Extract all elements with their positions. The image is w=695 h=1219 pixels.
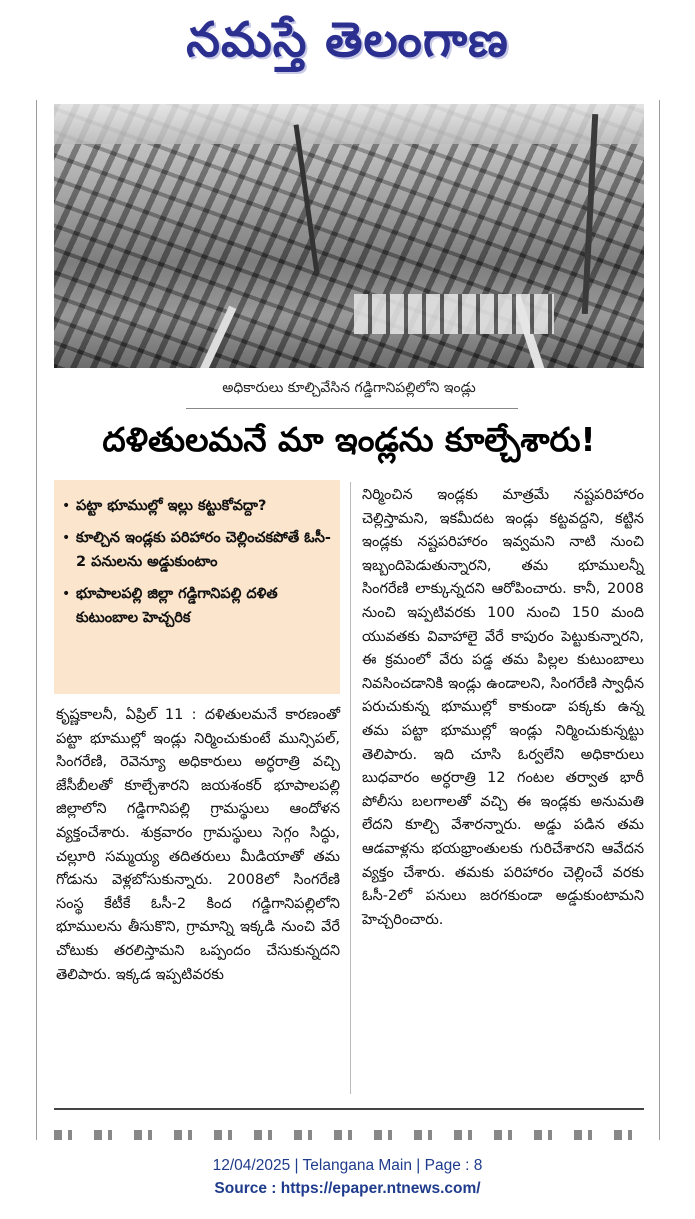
article-headline: దళితులమనే మా ఇండ్లను కూల్చేశారు! xyxy=(102,419,596,459)
photo-rubble xyxy=(354,294,554,334)
highlight-item xyxy=(62,526,334,574)
highlight-text: పట్టా భూముల్లో ఇల్లు కట్టుకోవద్దా? xyxy=(76,498,267,514)
highlight-item xyxy=(62,494,334,518)
bullet-icon: • xyxy=(62,498,71,514)
page-border-left xyxy=(36,100,37,1140)
highlight-item xyxy=(62,582,334,630)
highlight-text: భూపాలపల్లి జిల్లా గడ్డిగానిపల్లి దళిత కుటుంబాల హెచ్చరిక xyxy=(76,586,278,626)
photo-sky xyxy=(54,104,644,144)
footer-date-page: 12/04/2025 | Telangana Main | Page : 8 xyxy=(212,1157,483,1174)
photo-log xyxy=(200,306,237,368)
next-article-cutoff xyxy=(54,1130,644,1140)
footer-source: Source : https://epaper.ntnews.com/ xyxy=(214,1180,481,1197)
article-bottom-rule xyxy=(54,1108,644,1110)
photo-caption: అధికారులు కూల్చివేసిన గడ్డిగానిపల్లిలోని ఇండ్లు xyxy=(222,379,476,396)
bullet-icon: • xyxy=(62,530,71,546)
column-divider xyxy=(350,482,351,1094)
article-body-left: కృష్ణకాలనీ, ఏప్రిల్ 11 : దళితులమనే కారణంతో పట్టా భూముల్లో ఇండ్లు నిర్మించుకుంటే మున్సిపల్, సింగరేణి, రెవెన్యూ అధికారులు అర్ధరాత్రి వచ్చి జేసీబీలతో కూల్చేశారని జయశంకర్ భూపాలపల్లి జిల్లాలోని గడ్డిగానిపల్లి గ్రామస్థులు ఆందోళన వ్యక్తంచేశారు. శుక్రవారం గ్రామస్థులు సెగ్గం సిద్ధు, చల్లూరి సమ్మయ్య తదితరులు మీడియాతో తమ గోడును వెళ్లబోసుకున్నారు. 2008లో సింగరేణి సంస్థ కేటీకే ఓసీ-2 కింద గడ్డిగానిపల్లిలోని భూములను తీసుకొని, గ్రామాన్ని ఇక్కడి నుంచి వేరే చోటుకు తరలిస్తామని ఒప్పందం చేసుకున్నదని తెలిపారు. ఇక్కడ ఇప్పటివరకు xyxy=(56,707,340,983)
photo-pole xyxy=(294,124,320,273)
bullet-icon: • xyxy=(62,586,71,602)
newspaper-logo: నమస్తే తెలంగాణ xyxy=(186,12,509,68)
news-photo xyxy=(54,104,644,368)
highlights-box xyxy=(54,480,340,694)
article-body-right: నిర్మించిన ఇండ్లకు మాత్రమే నష్టపరిహారం చెల్లిస్తామని, ఇకమీదట ఇండ్లు కట్టవద్దని, కట్టిన ఇండ్లకు నష్టపరిహారం ఇవ్వమని నాటి నుంచి ఇబ్బందిపెడుతున్నారని, తమ భూములన్నీ సింగరేణి లాక్కున్నదని ఆరోపించారు. కానీ, 2008 నుంచి ఇప్పటివరకు 100 నుంచి 150 మంది యువతకు వివాహాలై వేరే కాపురం పెట్టుకున్నారని, ఈ క్రమంలో వేరు పడ్డ తమ పిల్లల కుటుంబాలు నివసించడానికి ఇండ్లు ఉండాలని, సింగరేణి స్వాధీన పరుచుకున్న భూముల్లో కాకుండా పక్కకు ఉన్న తమ పట్టా భూముల్లో ఇండ్లు నిర్మించుకున్నట్టు తెలిపారు. ఇది చూసి ఓర్వలేని అధికారులు బుధవారం అర్ధరాత్రి 12 గంటల తర్వాత భారీ పోలీసు బలగాలతో వచ్చి ఈ ఇండ్లకు అనుమతి లేదని కూల్చి వేశారన్నారు. అడ్డు పడిన తమ ఆడవాళ్లను భయభ్రాంతులకు గురిచేశారని ఆవేదన వ్యక్తం చేశారు. తమకు పరిహారం చెల్లించే వరకు ఓసీ-2లో పనులు జరగకుండా అడ్డుకుంటామని హెచ్చరించారు. xyxy=(362,487,644,928)
caption-underline xyxy=(186,408,518,409)
page-border-right xyxy=(659,100,660,1140)
highlight-text: కూల్చిన ఇండ్లకు పరిహారం చెల్లించకపోతే ఓసీ- 2 పనులను అడ్డుకుంటాం xyxy=(76,530,331,570)
masthead xyxy=(0,0,695,92)
